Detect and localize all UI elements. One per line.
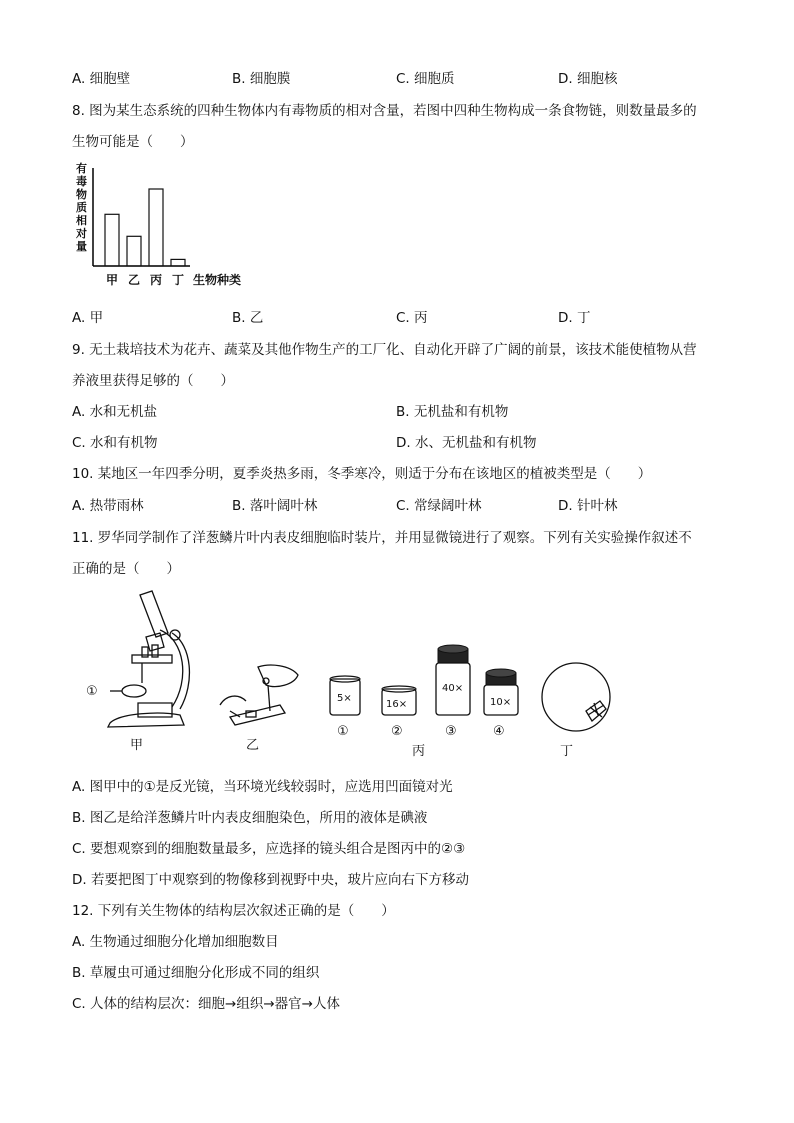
lens-3-number: ③ <box>445 724 457 739</box>
field-of-view-drawing <box>542 663 610 731</box>
lens-4-number: ④ <box>493 724 505 739</box>
q8-stem-line2: 生物可能是（ ） <box>72 134 194 150</box>
y-label-char-1: 毒 <box>76 175 87 188</box>
q9-option-a: A. 水和无机盐 <box>72 404 158 420</box>
lens-1-eyepiece <box>330 676 360 739</box>
q7-option-c: C. 细胞质 <box>396 71 455 87</box>
bar-1 <box>127 236 141 266</box>
category-label-3: 丁 <box>172 273 185 287</box>
q7-option-a: A. 细胞壁 <box>72 71 131 87</box>
lens-2-number: ② <box>391 724 403 739</box>
lens-3-magnification: 40× <box>442 683 464 694</box>
staining-drawing <box>220 665 298 725</box>
lens-2-magnification: 16× <box>386 699 408 710</box>
q11-option-c: C. 要想观察到的细胞数量最多，应选择的镜头组合是图丙中的②③ <box>72 841 466 857</box>
x-axis-label: 生物种类 <box>193 273 242 287</box>
lens-1-number: ① <box>337 724 349 739</box>
figure-label-jia: 甲 <box>130 738 144 753</box>
y-label-char-5: 对 <box>76 227 87 240</box>
lens-3-objective <box>436 645 470 739</box>
lens-1-magnification: 5× <box>337 693 352 704</box>
q7-option-b: B. 细胞膜 <box>232 71 291 87</box>
y-label-char-2: 物 <box>76 188 87 201</box>
q10-option-d: D. 针叶林 <box>558 498 618 514</box>
q11-figure <box>80 585 620 760</box>
q10-option-b: B. 落叶阔叶林 <box>232 498 318 514</box>
bar-3 <box>171 259 185 266</box>
q11-option-a: A. 图甲中的①是反光镜，当环境光线较弱时，应选用凹面镜对光 <box>72 779 453 795</box>
figure-label-bing: 丙 <box>412 744 426 759</box>
q10-stem: 10. 某地区一年四季分明，夏季炎热多雨，冬季寒冷，则适于分布在该地区的植被类型是（ ） <box>72 466 652 482</box>
figure-label-yi: 乙 <box>246 738 260 753</box>
bar-2 <box>149 189 163 266</box>
q11-stem-line1: 11. 罗华同学制作了洋葱鳞片叶内表皮细胞临时装片，并用显微镜进行了观察。下列有关实验操作叙述不 <box>72 530 692 546</box>
bar-0 <box>105 214 119 266</box>
q8-option-a: A. 甲 <box>72 310 104 326</box>
lens-4-objective <box>484 669 518 739</box>
q8-option-b: B. 乙 <box>232 310 264 326</box>
q9-stem-line2: 养液里获得足够的（ ） <box>72 373 234 389</box>
category-label-2: 丙 <box>150 273 163 287</box>
q11-option-b: B. 图乙是给洋葱鳞片叶内表皮细胞染色，所用的液体是碘液 <box>72 810 428 826</box>
category-label-0: 甲 <box>106 273 119 287</box>
y-label-char-4: 相 <box>76 214 87 227</box>
microscope-marker-1: ① <box>86 684 98 699</box>
q11-option-d: D. 若要把图丁中观察到的物像移到视野中央，玻片应向右下方移动 <box>72 872 469 888</box>
lens-4-magnification: 10× <box>490 697 512 708</box>
y-label-char-3: 质 <box>76 201 87 214</box>
q9-stem-line1: 9. 无土栽培技术为花卉、蔬菜及其他作物生产的工厂化、自动化开辟了广阔的前景，该技术能使植物从营 <box>72 342 697 358</box>
y-label-char-0: 有 <box>76 162 87 175</box>
q8-stem-line1: 8. 图为某生态系统的四种生物体内有毒物质的相对含量，若图中四种生物构成一条食物链，则数量最多的 <box>72 103 697 119</box>
y-label-char-6: 量 <box>76 240 87 253</box>
q12-option-b: B. 草履虫可通过细胞分化形成不同的组织 <box>72 965 320 981</box>
q10-option-c: C. 常绿阔叶林 <box>396 498 482 514</box>
q12-option-a: A. 生物通过细胞分化增加细胞数目 <box>72 934 279 950</box>
lens-2-eyepiece <box>382 686 416 739</box>
q7-option-d: D. 细胞核 <box>558 71 618 87</box>
q12-option-c: C. 人体的结构层次：细胞→组织→器官→人体 <box>72 996 340 1012</box>
y-axis-label <box>75 161 87 253</box>
category-label-1: 乙 <box>128 273 141 287</box>
q12-stem: 12. 下列有关生物体的结构层次叙述正确的是（ ） <box>72 903 395 919</box>
q9-option-b: B. 无机盐和有机物 <box>396 404 509 420</box>
microscope-drawing <box>108 591 189 727</box>
q10-option-a: A. 热带雨林 <box>72 498 144 514</box>
q8-bar-chart <box>70 158 260 293</box>
q11-stem-line2: 正确的是（ ） <box>72 561 180 577</box>
q8-option-c: C. 丙 <box>396 310 428 326</box>
q8-option-d: D. 丁 <box>558 310 591 326</box>
q9-option-d: D. 水、无机盐和有机物 <box>396 435 537 451</box>
figure-label-ding: 丁 <box>560 744 574 759</box>
q9-option-c: C. 水和有机物 <box>72 435 158 451</box>
